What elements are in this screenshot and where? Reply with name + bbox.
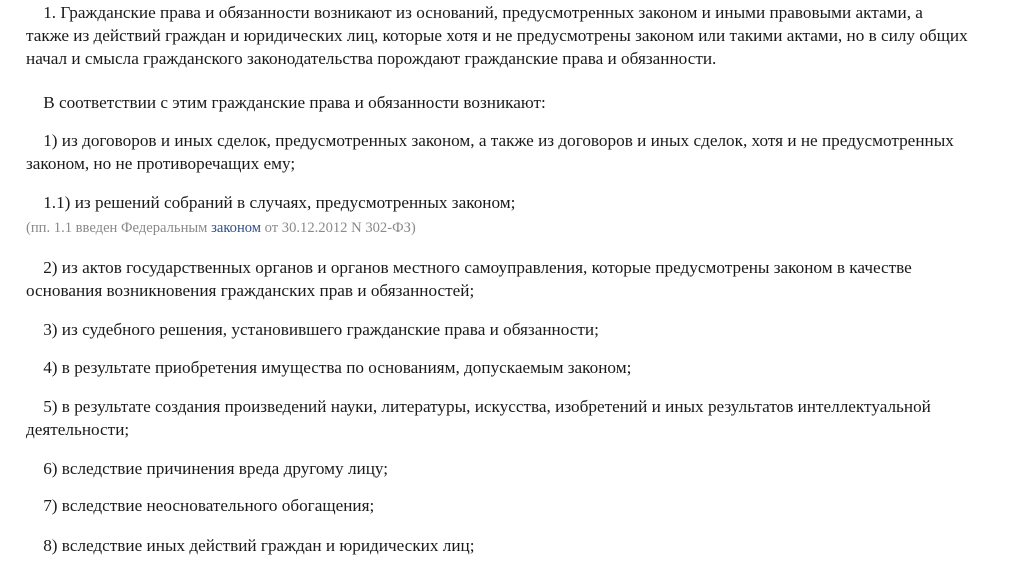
paragraph-line: также из действий граждан и юридических лиц, которые хотя и не предусмотрены законом или такими актами, но в силу общих [26, 26, 968, 45]
paragraph-line: деятельности; [26, 420, 130, 439]
law-link[interactable]: законом [211, 220, 262, 236]
list-item-8 [26, 534, 1001, 557]
list-item-1 [26, 129, 1001, 175]
paragraph-line: 4) в результате приобретения имущества по основаниям, допускаемым законом; [26, 358, 632, 377]
paragraph-line: основания возникновения гражданских прав и обязанностей; [26, 281, 475, 300]
paragraph-intro-list [26, 91, 1001, 114]
list-item-4 [26, 356, 1001, 379]
paragraph-line: 1. Гражданские права и обязанности возникают из оснований, предусмотренных законом и иными правовыми актами, а [26, 3, 923, 22]
paragraph-line: В соответствии с этим гражданские права и обязанности возникают: [26, 93, 546, 112]
paragraph-line: 2) из актов государственных органов и органов местного самоуправления, которые предусмотрены законом в качестве [26, 258, 912, 277]
paragraph-line: 5) в результате создания произведений науки, литературы, искусства, изобретений и иных результатов интеллектуальной [26, 397, 931, 416]
list-item-7 [26, 494, 1001, 517]
paragraph-line: 7) вследствие неосновательного обогащения; [26, 496, 375, 515]
paragraph-line: 1) из договоров и иных сделок, предусмотренных законом, а также из договоров и иных сделок, хотя и не предусмотренных [26, 131, 954, 150]
paragraph-civil-rights-grounds [26, 1, 1001, 70]
list-item-6 [26, 457, 1001, 480]
list-item-1-1 [26, 191, 1001, 214]
note-prefix: (пп. 1.1 введен Федеральным [26, 220, 212, 236]
list-item-2 [26, 256, 1001, 302]
paragraph-line: начал и смысла гражданского законодательства порождают гражданские права и обязанности. [26, 49, 717, 68]
paragraph-line: законом, но не противоречащих ему; [26, 154, 296, 173]
paragraph-line: 1.1) из решений собраний в случаях, предусмотренных законом; [26, 193, 516, 212]
paragraph-line: 3) из судебного решения, установившего гражданские права и обязанности; [26, 320, 599, 339]
paragraph-line: 8) вследствие иных действий граждан и юридических лиц; [26, 536, 475, 555]
amendment-note [26, 219, 416, 237]
list-item-3 [26, 318, 1001, 341]
note-suffix: от 30.12.2012 N 302-ФЗ) [261, 220, 416, 236]
paragraph-line: 6) вследствие причинения вреда другому лицу; [26, 459, 389, 478]
list-item-5 [26, 395, 1001, 441]
